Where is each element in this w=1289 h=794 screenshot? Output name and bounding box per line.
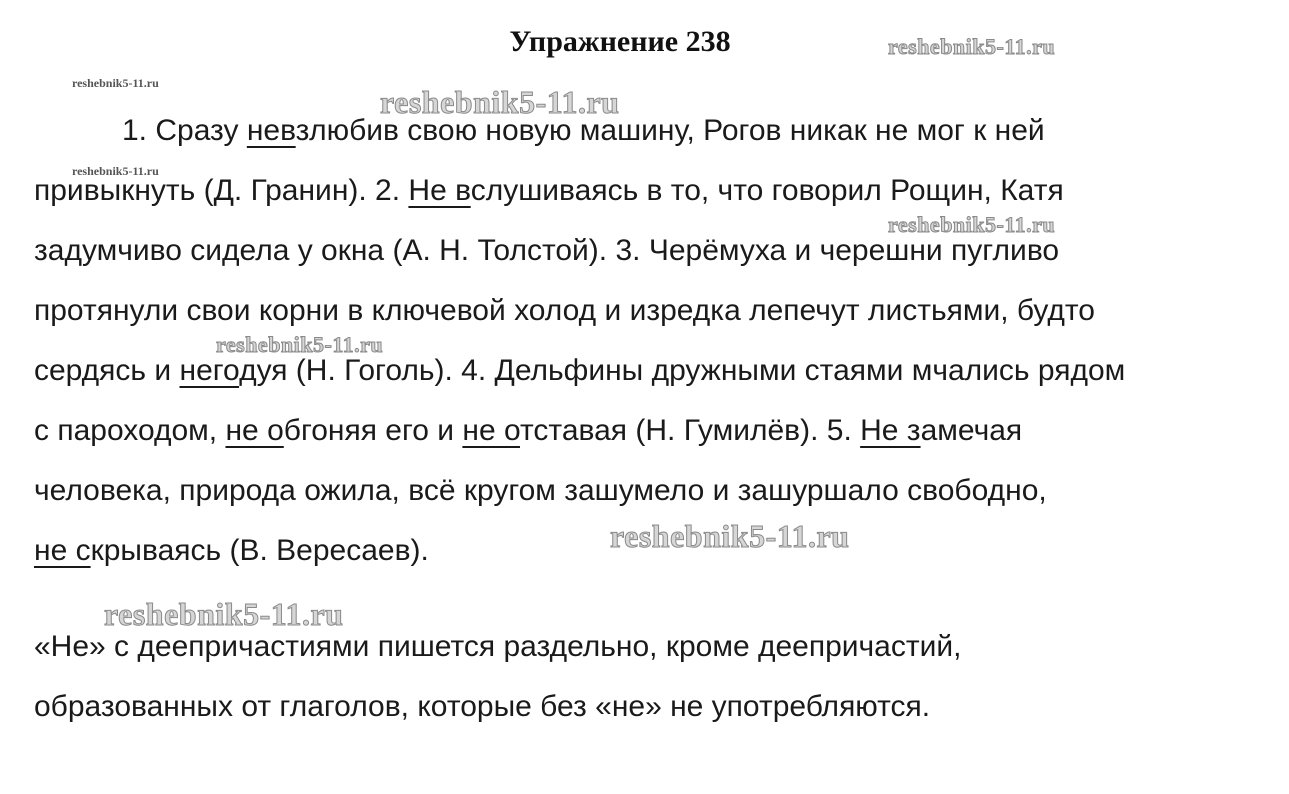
text-segment: злюбив свою новую машину, Рогов никак не мог к ней	[295, 114, 1045, 147]
text-segment: человека, природа ожила, всё кругом зашумело и зашуршало свободно,	[34, 474, 1047, 507]
watermark: reshebnik5-11.ru	[380, 84, 620, 120]
text-segment: дуя (Н. Гоголь). 4. Дельфины дружными стаями мчались рядом	[239, 354, 1126, 387]
text-line	[34, 101, 1264, 161]
underlined-segment: не с	[34, 534, 91, 567]
watermark: reshebnik5-11.ru	[888, 34, 1056, 59]
text-segment: тставая (Н. Гумилёв). 5.	[520, 414, 861, 447]
text-segment: сердясь и	[34, 354, 180, 387]
text-segment: задумчиво сидела у окна (А. Н. Толстой). 3. Черёмуха и черешни пугливо	[34, 234, 1060, 267]
text-line	[34, 221, 1264, 281]
watermark: reshebnik5-11.ru	[104, 596, 344, 632]
underlined-segment: него	[179, 354, 240, 387]
exercise-text	[34, 101, 1264, 581]
text-segment: протянули свои корни в ключевой холод и изредка лепечут листьями, будто	[34, 294, 1095, 327]
text-segment: бгоняя его и	[283, 414, 463, 447]
underlined-segment: не о	[462, 414, 521, 447]
rule-line: «Не» с деепричастиями пишется раздельно, кроме деепричастий,	[34, 630, 962, 663]
watermark: reshebnik5-11.ru	[888, 212, 1056, 237]
text-segment: 1. Сразу	[122, 114, 247, 147]
underlined-segment: Не в	[408, 174, 471, 207]
text-segment: привыкнуть (Д. Гранин). 2.	[34, 174, 409, 207]
rule-line: образованных от глаголов, которые без «не» не употребляются.	[34, 690, 931, 723]
underlined-segment: Не з	[860, 414, 921, 447]
text-line	[34, 341, 1264, 401]
text-segment: крываясь (В. Вересаев).	[90, 534, 429, 567]
text-segment: с пароходом,	[34, 414, 226, 447]
underlined-segment: нев	[246, 114, 296, 147]
watermark: reshebnik5-11.ru	[72, 76, 159, 90]
underlined-segment: не о	[225, 414, 284, 447]
watermark: reshebnik5-11.ru	[72, 164, 159, 178]
watermark: reshebnik5-11.ru	[610, 518, 850, 554]
watermark: reshebnik5-11.ru	[216, 332, 384, 357]
text-line	[34, 281, 1264, 341]
text-segment: амечая	[920, 414, 1023, 447]
rule-text	[34, 617, 1264, 737]
text-segment: слушиваясь в то, что говорил Рощин, Катя	[470, 174, 1064, 207]
text-line	[34, 401, 1264, 461]
text-line	[34, 521, 1264, 581]
text-line	[34, 161, 1264, 221]
text-line	[34, 461, 1264, 521]
exercise-title: Упражнение 238	[509, 25, 731, 58]
